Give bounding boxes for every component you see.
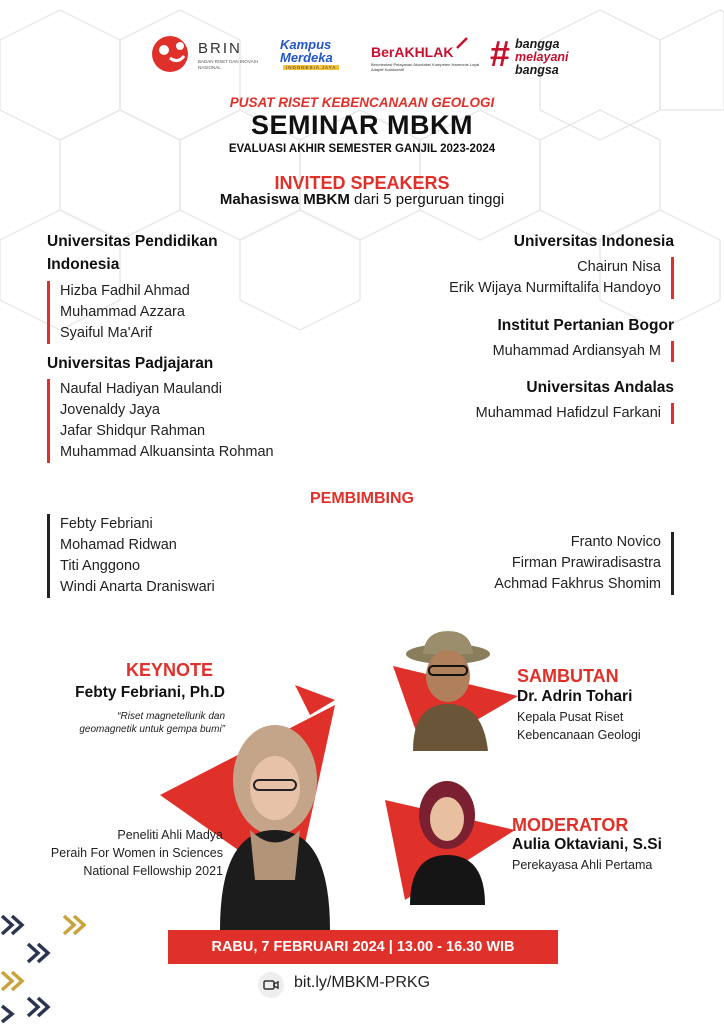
desc-line: Kepala Pusat Riset xyxy=(517,710,624,724)
berakhlak-chevron-icon xyxy=(455,36,469,50)
brin-logo-icon xyxy=(150,34,192,74)
student-name: Naufal Hadiyan Maulandi xyxy=(60,381,223,397)
brin-logo-subtitle: BADAN RISET DAN INOVASI NASIONAL xyxy=(198,59,258,70)
university-ui xyxy=(370,230,674,299)
institution-title: PUSAT RISET KEBENCANAAN GEOLOGI xyxy=(229,95,495,110)
invited-speakers-heading: INVITED SPEAKERS xyxy=(274,173,450,193)
student-list xyxy=(370,403,674,424)
desc-line: Peneliti Ahli Madya xyxy=(117,828,223,842)
pembimbing-heading: PEMBIMBING xyxy=(310,490,414,507)
student-list xyxy=(47,281,307,344)
video-camera-icon xyxy=(258,972,284,998)
student-name: Jovenaldy Jaya xyxy=(60,402,160,418)
student-list xyxy=(47,379,347,463)
moderator-photo xyxy=(385,775,520,905)
university-name: Universitas Padjajaran xyxy=(47,355,214,372)
desc-line: Peraih For Women in Sciences xyxy=(50,846,223,860)
advisor-name: Titi Anggono xyxy=(60,558,141,574)
sambutan-photo xyxy=(393,626,523,751)
keynote-quote xyxy=(20,710,225,736)
advisor-name: Firman Prawiradisastra xyxy=(511,555,661,571)
sambutan-label: SAMBUTAN xyxy=(517,666,619,686)
bangga-melayani-logo xyxy=(515,38,569,77)
moderator-name: Aulia Oktaviani, S.Si xyxy=(512,836,662,853)
keynote-label: KEYNOTE xyxy=(125,660,213,680)
university-name: Universitas Andalas xyxy=(526,379,674,396)
kampus-logo-line2: Merdeka xyxy=(280,50,333,65)
student-list xyxy=(370,341,674,362)
moderator-description: Perekayasa Ahli Pertama xyxy=(512,858,653,872)
pembimbing-right-list xyxy=(400,532,674,595)
student-name: Muhammad Hafidzul Farkani xyxy=(475,405,661,421)
berakhlak-logo-sub: Berorientasi Pelayanan Akuntabel Kompeten Harmonis Loyal Adaptif Kolaboratif xyxy=(371,62,480,72)
university-ipb xyxy=(370,314,674,362)
university-name-line2: Indonesia xyxy=(47,256,120,273)
mahasiswa-subheading xyxy=(0,191,724,208)
hashtag-icon: # xyxy=(490,33,511,74)
kampus-logo-line1: Kampus xyxy=(280,37,332,52)
university-name: Universitas Indonesia xyxy=(513,233,674,250)
kampus-merdeka-logo xyxy=(280,38,333,64)
bangga-line2: melayani xyxy=(515,50,569,64)
advisor-name: Mohamad Ridwan xyxy=(60,537,177,553)
advisor-name: Windi Anarta Draniswari xyxy=(60,579,215,595)
mahasiswa-bold: Mahasiswa MBKM xyxy=(219,191,350,208)
sambutan-name: Dr. Adrin Tohari xyxy=(517,688,633,705)
brin-logo-text: BRIN xyxy=(198,40,242,57)
moderator-label: MODERATOR xyxy=(512,815,629,835)
keynote-description xyxy=(20,826,223,880)
sambutan-description xyxy=(517,708,641,744)
student-name: Chairun Nisa xyxy=(577,259,661,275)
university-upi xyxy=(47,230,307,344)
bangga-line3: bangsa xyxy=(515,63,559,77)
advisor-name: Achmad Fakhrus Shomim xyxy=(494,576,661,592)
university-unand xyxy=(370,376,674,424)
university-name-line1: Universitas Pendidikan xyxy=(47,233,218,250)
seminar-title: SEMINAR MBKM xyxy=(251,110,473,140)
advisor-name: Febty Febriani xyxy=(60,516,153,532)
university-unpad xyxy=(47,352,347,463)
mahasiswa-rest: dari 5 perguruan tinggi xyxy=(349,191,505,208)
event-link[interactable]: bit.ly/MBKM-PRKG xyxy=(294,974,431,991)
event-date-bar: RABU, 7 FEBRUARI 2024 | 13.00 - 16.30 WIB xyxy=(168,930,558,964)
berakhlak-logo: BerAKHLAK xyxy=(371,44,454,60)
university-name xyxy=(47,230,307,276)
kampus-logo-sub: INDONESIA JAYA xyxy=(283,65,339,70)
desc-line: National Fellowship 2021 xyxy=(83,864,223,878)
student-name: Erik Wijaya Nurmiftalifa Handoyo xyxy=(449,280,661,296)
keynote-name: Febty Febriani, Ph.D xyxy=(75,684,225,701)
bangga-line1: bangga xyxy=(515,37,560,51)
student-name: Muhammad Alkuansinta Rohman xyxy=(60,444,274,460)
evaluation-subtitle: EVALUASI AKHIR SEMESTER GANJIL 2023-2024 xyxy=(228,143,496,155)
quote-line: “Riset magnetellurik dan xyxy=(117,711,225,722)
student-name: Hizba Fadhil Ahmad xyxy=(60,283,190,299)
student-name: Jafar Shidqur Rahman xyxy=(60,423,206,439)
student-name: Muhammad Azzara xyxy=(60,304,185,320)
student-name: Syaiful Ma'Arif xyxy=(60,325,153,341)
student-name: Muhammad Ardiansyah M xyxy=(492,343,661,359)
university-name: Institut Pertanian Bogor xyxy=(497,317,674,334)
desc-line: Kebencanaan Geologi xyxy=(517,728,641,742)
chevron-decoration-icon xyxy=(0,910,95,1024)
pembimbing-left-list xyxy=(47,514,307,598)
quote-line: geomagnetik untuk gempa bumi” xyxy=(79,724,225,735)
advisor-name: Franto Novico xyxy=(570,534,661,550)
student-list xyxy=(370,257,674,299)
